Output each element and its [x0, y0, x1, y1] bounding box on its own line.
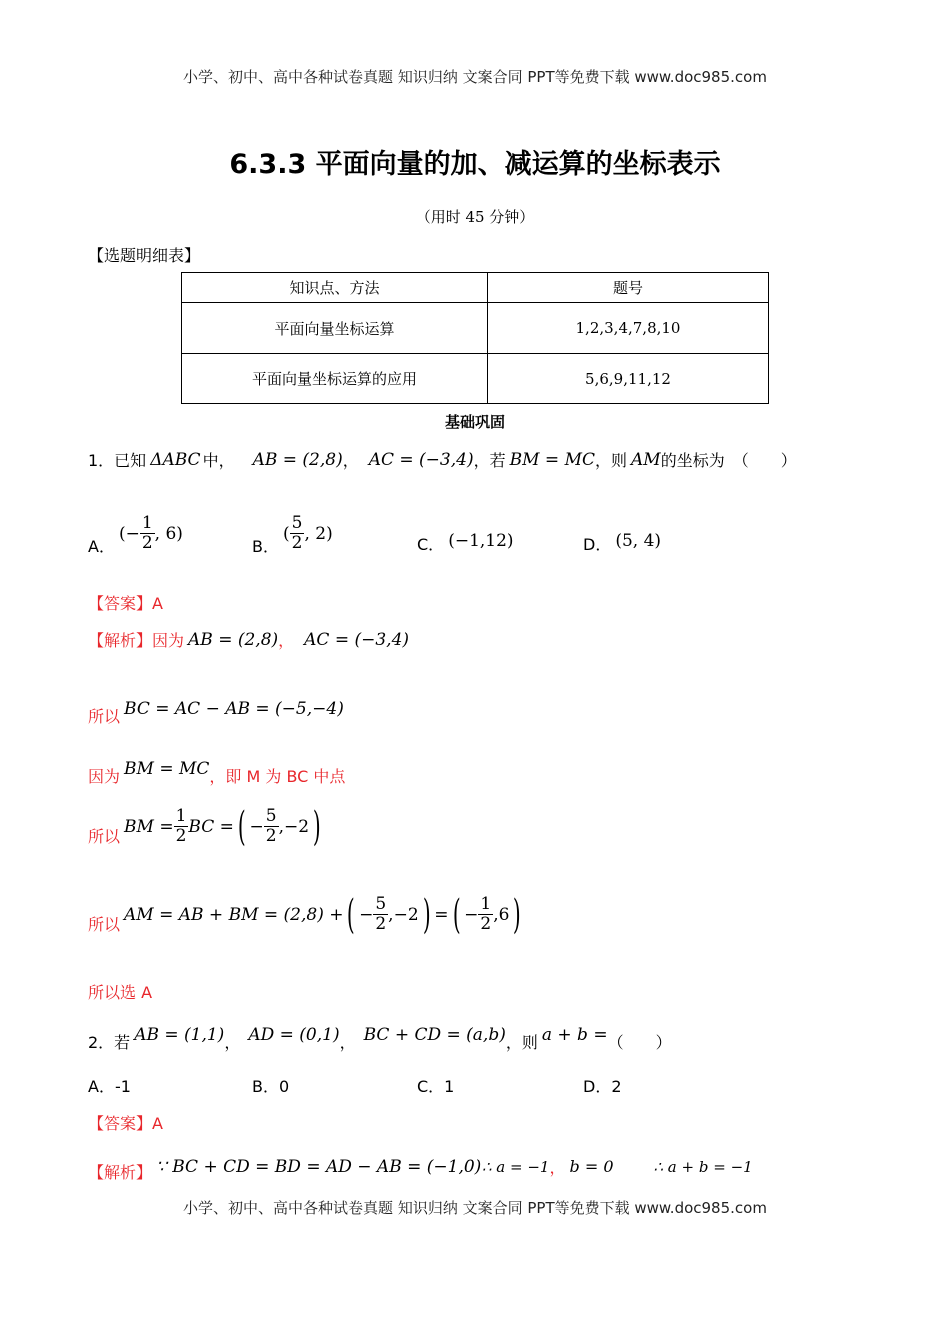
q1-analysis — [88, 628, 409, 651]
q2-then: ，则 — [505, 1033, 538, 1052]
q1-option-b — [252, 510, 333, 557]
q1-step-bm — [88, 803, 325, 850]
paren-left: ( — [347, 891, 356, 938]
denominator: 2 — [291, 533, 303, 553]
q1-option-d — [583, 526, 661, 555]
step-expression: AM = AB + BM = (2,8) + — [124, 904, 344, 925]
q2-option-b: B．0 — [252, 1077, 290, 1096]
q1-option-c — [417, 526, 514, 555]
q1-option-a — [88, 510, 183, 557]
question-1 — [88, 448, 801, 471]
page-title: 6.3.3 平面向量的加、减运算的坐标表示 — [229, 149, 721, 180]
numerator: 5 — [265, 806, 277, 827]
numerator: 1 — [175, 806, 187, 827]
page-header: 小学、初中、高中各种试卷真题 知识归纳 文案合同 PPT等免费下载 www.doc985.com — [183, 68, 767, 86]
option-text: (− — [118, 523, 140, 544]
q2-sum: a + b = — [541, 1024, 608, 1045]
option-text: , 2) — [304, 523, 333, 544]
page-footer: 小学、初中、高中各种试卷真题 知识归纳 文案合同 PPT等免费下载 www.doc985.com — [183, 1199, 767, 1217]
q2-expression: BC + CD = (a,b) — [363, 1024, 506, 1045]
minus-sign: − — [249, 816, 264, 837]
numerator: 5 — [375, 894, 387, 915]
step-expression: ,−2 — [278, 816, 310, 837]
option-text: (5, 4) — [615, 530, 662, 551]
result-a: ∴ a = −1 — [482, 1157, 550, 1176]
result-b: b = 0 — [569, 1157, 614, 1176]
option-text: ( — [282, 523, 290, 544]
q1-am: AM — [631, 449, 661, 470]
option-label: B． — [252, 537, 279, 556]
result-sep: ， — [549, 1158, 566, 1177]
step-prefix: 因为 — [88, 767, 121, 786]
table-cell: 平面向量坐标运算 — [182, 303, 488, 354]
denominator: 2 — [265, 826, 277, 846]
step-expression: BM = MC — [124, 758, 210, 779]
denominator: 2 — [375, 914, 387, 934]
fraction — [264, 807, 279, 845]
paren-right: ) — [312, 803, 321, 850]
q2-ab: AB = (1,1) — [134, 1024, 225, 1045]
denominator: 2 — [480, 914, 492, 934]
time-limit: （用时 45 分钟） — [415, 208, 535, 226]
step-prefix: 所以 — [88, 915, 121, 934]
numerator: 5 — [291, 513, 303, 534]
q1-tail: 的坐标为 （ ） — [660, 451, 797, 470]
option-text: , 6) — [154, 523, 183, 544]
table-header-row — [182, 273, 769, 303]
q2-ad: AD = (0,1) — [248, 1024, 340, 1045]
q2-analysis — [88, 1150, 481, 1183]
paren-right: ) — [513, 891, 522, 938]
analysis-ac: AC = (−3,4) — [304, 629, 410, 650]
q2-paren: （ ） — [607, 1033, 672, 1052]
minus-sign: − — [359, 904, 374, 925]
analysis-expression: ∵ BC + CD = BD = AD − AB = (−1,0) — [156, 1156, 482, 1177]
q1-if: ，若 — [473, 451, 506, 470]
fraction — [290, 514, 305, 552]
paren-right: ) — [422, 891, 431, 938]
q2-option-a: A．-1 — [88, 1077, 131, 1096]
q1-answer: 【答案】A — [88, 594, 163, 613]
numerator: 1 — [480, 894, 492, 915]
table-cell: 平面向量坐标运算的应用 — [182, 354, 488, 404]
table-row — [182, 354, 769, 404]
analysis-ab: AB = (2,8) — [188, 629, 279, 650]
step-expression: BC = — [188, 816, 234, 837]
table-cell: 5,6,9,11,12 — [488, 354, 769, 404]
section-title: 基础巩固 — [444, 413, 505, 431]
step-expression: ,6 — [493, 904, 510, 925]
table-header-cell: 知识点、方法 — [182, 273, 488, 303]
q1-number: 1．已知 — [88, 451, 147, 470]
analysis-sep: ， — [278, 631, 295, 650]
denominator: 2 — [141, 533, 153, 553]
step-expression: ,−2 — [388, 904, 419, 925]
q2-result — [482, 1155, 753, 1178]
q1-condition: BM = MC — [509, 449, 595, 470]
denominator: 2 — [175, 826, 187, 846]
q2-option-c: C．1 — [417, 1077, 455, 1096]
fraction — [174, 807, 189, 845]
table-row — [182, 303, 769, 354]
q1-mid: 中， — [202, 451, 235, 470]
table-cell: 1,2,3,4,7,8,10 — [488, 303, 769, 354]
table-header-cell: 题号 — [488, 273, 769, 303]
q1-then: ，则 — [595, 451, 628, 470]
q1-step-midpoint — [88, 750, 349, 787]
table-label: 【选题明细表】 — [88, 246, 201, 265]
q1-step-am — [88, 891, 525, 938]
step-expression: BC = AC − AB = (−5,−4) — [124, 698, 344, 719]
q1-choice: 所以选 A — [88, 983, 153, 1002]
option-label: A． — [88, 537, 115, 556]
analysis-label: 【解析】因为 — [88, 631, 185, 650]
fraction — [478, 895, 493, 933]
q2-option-d: D．2 — [583, 1077, 622, 1096]
q1-step-bc — [88, 690, 344, 727]
q2-comma: ， — [339, 1033, 356, 1052]
numerator: 1 — [141, 513, 153, 534]
minus-sign: − — [464, 904, 479, 925]
result-sum: ∴ a + b = −1 — [653, 1157, 753, 1176]
fraction — [373, 895, 388, 933]
step-text: ，即 M 为 BC 中点 — [209, 767, 346, 786]
paren-left: ( — [452, 891, 461, 938]
q1-comma: ， — [342, 451, 359, 470]
paren-left: ( — [237, 803, 246, 850]
q1-ab: AB = (2,8) — [252, 449, 343, 470]
option-text: (−1,12) — [448, 530, 514, 551]
topic-table — [181, 272, 769, 404]
equals-sign: = — [434, 904, 449, 925]
fraction — [140, 514, 155, 552]
question-2 — [88, 1016, 676, 1053]
step-expression: BM = — [124, 816, 174, 837]
q2-answer: 【答案】A — [88, 1114, 163, 1133]
q1-ac: AC = (−3,4) — [368, 449, 474, 470]
q2-number: 2．若 — [88, 1033, 131, 1052]
q2-comma: ， — [224, 1033, 241, 1052]
option-label: C． — [417, 535, 445, 554]
step-prefix: 所以 — [88, 707, 121, 726]
step-prefix: 所以 — [88, 827, 121, 846]
analysis-label: 【解析】 — [88, 1163, 153, 1182]
option-label: D． — [583, 535, 612, 554]
q1-triangle: ΔABC — [150, 449, 201, 470]
